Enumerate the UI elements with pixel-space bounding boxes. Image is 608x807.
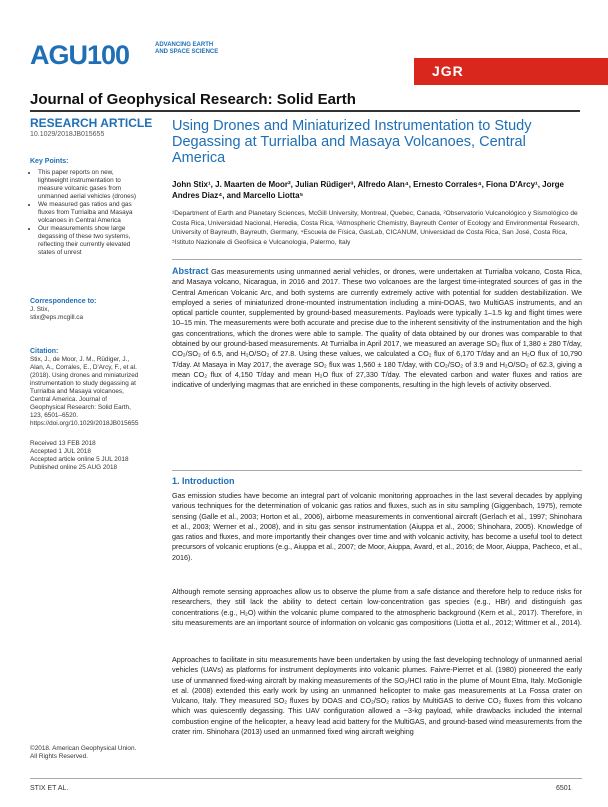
article-title: Using Drones and Miniaturized Instrumentation to Study Degassing at Turrialba and Masaya Volcanoes, Central America [172, 118, 532, 166]
correspondence-name: J. Stix, [30, 306, 50, 313]
abstract [172, 266, 582, 391]
header-divider [30, 110, 580, 112]
footer-divider [30, 778, 582, 779]
running-author: STIX ET AL. [30, 785, 69, 792]
correspondence [30, 298, 140, 322]
article-type: RESEARCH ARTICLE [30, 116, 153, 130]
dates-block [30, 440, 140, 472]
citation-heading: Citation: [30, 348, 59, 355]
divider [172, 259, 582, 260]
key-points [30, 158, 140, 257]
copyright: ©2018. American Geophysical Union. All Rights Reserved. [30, 745, 137, 760]
agu-tagline: ADVANCING EARTH AND SPACE SCIENCE [155, 42, 219, 55]
key-points-heading: Key Points: [30, 158, 69, 165]
citation-block [30, 348, 140, 428]
abstract-text: Gas measurements using unmanned aerial vehicles, or drones, were undertaken at Turrialba volcano, Costa Rica, and Masaya volcano, Nicaragua, in 2016 and 2017. These two volcanoes are the largest time-integrated sources of gas in the Central American Volcanic Arc, and both systems are currently extremely active with potential for sudden destabilization. We employed a series of miniaturized drone-mounted instrumentation including a mini-DOAS, two MultiGAS instruments, and an optical particle counter, supplemented by ground-based measurements. Payloads were typically 1–1.5 kg and flight times were 10–15 min. The measurements were both accurate and precise due to the inherent sensitivity of the instrumentation and the high gas concentrations, which the drones were able to sample. The quality of data obtained by our drones was comparable to that obtained by our ground-based measurements. At Turrialba in April 2017, we measured an average SO₂ flux of 1,380 ± 280 T/day, CO₂/SO₂ of 6.5, and H₂O/SO₂ of 27.8. Using these values, we calculated a CO₂ flux of 6,170 T/day and an H₂O flux of 10,790 T/day. At Masaya in May 2017, the average SO₂ flux was 1,560 ± 180 T/day, with CO₂/SO₂ of 3.9 and H₂O/SO₂ of 62.3, giving a mean CO₂ flux of 4,150 T/day and mean H₂O flux of 27,330 T/day. The elevated carbon and water fluxes and ratios are indicative of underlying magmas that are enriched in these components, resulting in the high levels of activity observed. [172, 267, 583, 390]
page-number: 6501 [556, 785, 572, 792]
citation-text: Stix, J., de Moor, J. M., Rüdiger, J., Alan, A., Corrales, E., D'Arcy, F., et al. (2018). Using drones and miniaturized instrumentation to study degassing at Turrialba and Masaya volcanoes, Central America. Journal of Geophysical Research: Solid Earth, 123, 6501–6520. https://doi.org/10.1029/2018JB015655 [30, 356, 139, 427]
date-published: Published online 25 AUG 2018 [30, 464, 118, 471]
key-point: • Our measurements show large degassing of these two systems, reflecting their currently elevated states of unrest [38, 225, 140, 257]
jgr-badge [414, 58, 608, 85]
section-heading: 1. Introduction [172, 476, 235, 486]
author-list: John Stix¹, J. Maarten de Moor², Julian Rüdiger³, Alfredo Alan⁴, Ernesto Corrales⁴, Fiona D'Arcy¹, Jorge Andres Diaz⁴, and Marcello Liotta⁵ [172, 180, 564, 200]
doi[interactable]: 10.1029/2018JB015655 [30, 131, 105, 138]
paragraph: Although remote sensing approaches allow us to observe the plume from a safe distance and therefore help to reduce risks for researchers, they still lack the ability to detect certain low-concentration gas species (e.g., HBr) and distinguish gas concentrations (e.g., H₂O) within the volcanic plume compared to the atmospheric background (Kern et al., 2017). Therefore, in situ measurements are an important source of information on volcanic gas compositions (Liotta et al., 2012; Wittmer et al., 2014). [172, 587, 582, 627]
key-point: • We measured gas ratios and gas fluxes from Turrialba and Masaya volcanoes in Central America [38, 201, 140, 225]
correspondence-email[interactable]: stix@eps.mcgill.ca [30, 314, 84, 321]
abstract-label: Abstract [172, 266, 209, 276]
correspondence-heading: Correspondence to: [30, 298, 97, 305]
date-received: Received 13 FEB 2018 [30, 440, 96, 447]
journal-title: Journal of Geophysical Research: Solid Earth [30, 91, 356, 108]
divider [172, 470, 582, 471]
paragraph: Gas emission studies have become an integral part of volcanic monitoring approaches in the last several decades by applying various techniques for the determination of volcanic gas ratios and fluxes, such as in situ sampling (Giggenbach, 1975), remote sensing (Galle et al., 2003; Horton et al., 2006), airborne measurements in conventional aircraft (Gerlach et al., 1997; Shinohara et al., 2003; Werner et al., 2008), and in situ gas sensor instrumentation (Aiuppa et al., 2006; Shinohara, 2005). Knowledge of gas ratios and fluxes, and more importantly their changes over time and with volcanic activity, has become a useful tool to detect precursors of volcanic eruptions (e.g., Aiuppa et al., 2007; de Moor, Aiuppa, Avard, et al., 2016; de Moor, Aiuppa, Pacheco, et al., 2016). [172, 491, 582, 562]
affiliations: ¹Department of Earth and Planetary Sciences, McGill University, Montreal, Quebec, Canada, ²Observatorio Vulcanológico y Sismológico de Costa Rica, Universidad Nacional, Heredia, Costa Rica, ³Atmospheric Chemistry, Bayreuth Center of Ecology and Environmental Research, University of Bayreuth, Bayreuth, Germany, ⁴Escuela de Física, GasLab, CICANUM, Universidad de Costa Rica, San José, Costa Rica, ⁵Istituto Nazionale di Geofisica e Vulcanologia, Palermo, Italy [172, 210, 580, 246]
date-online: Accepted article online 5 JUL 2018 [30, 456, 129, 463]
jgr-badge-label: JGR [432, 63, 464, 79]
date-accepted: Accepted 1 JUL 2018 [30, 448, 91, 455]
agu-logo: AGU100 [30, 40, 130, 70]
paragraph: Approaches to facilitate in situ measurements have been undertaken by using the fast developing technology of unmanned aerial vehicles (UAVs) as platforms for instrument deployments into volcanic plumes. Faivre-Pierret et al. (1980) pioneered the early use of unmanned fixed-wing aircraft by making measurements of the SO₂/HCl ratio in the plume of Mount Etna, Italy. McGonigle et al. (2008) extended this early work by using an unmanned helicopter to make gas measurements at La Fossa crater on Vulcano, Italy. They measured SO₂ fluxes by DOAS and CO₂/SO₂ ratios by MultiGAS to derive CO₂ fluxes from this volcano which was quiescently degassing. This UAV configuration allowed a ~3-kg payload, while drawbacks included the internal combustion engine of the helicopter, a heavy lead acid battery for the MultiGAS, and ground-based wind measurements from the crater rim. Shinohara (2013) used an unmanned fixed wing aircraft weighing [172, 655, 582, 737]
key-point: • This paper reports on new, lightweight instrumentation to measure volcanic gases from unmanned aerial vehicles (drones) [38, 169, 140, 201]
